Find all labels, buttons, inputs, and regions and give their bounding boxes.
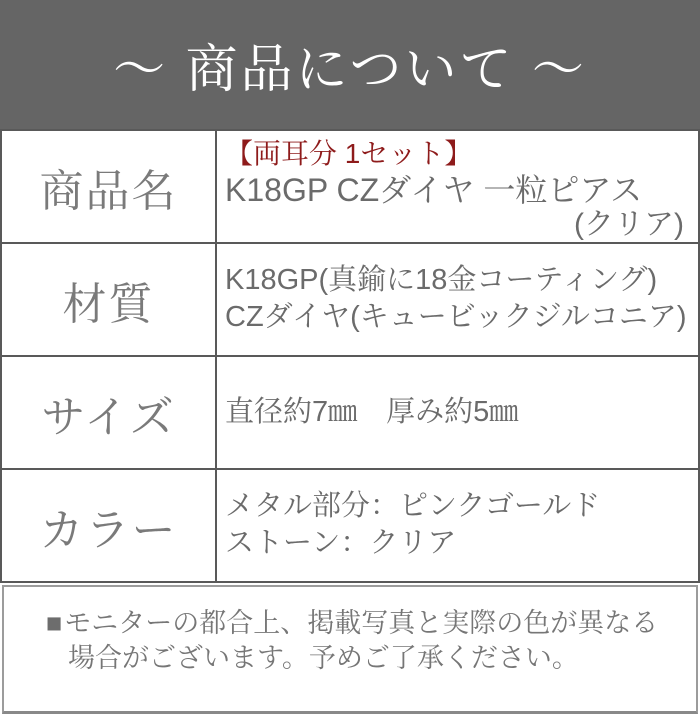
disclaimer-line-1 (46, 607, 696, 640)
disclaimer-line-2: 場合がございます。予めご了承ください。 (68, 642, 579, 673)
color-line-1: メタル部分：ピンクゴールド (225, 490, 601, 523)
row-label-color: カラー (2, 470, 217, 581)
set-badge: 【両耳分 1セット】 (225, 138, 473, 169)
table-row-material (2, 244, 698, 357)
row-value-product-name (217, 131, 698, 242)
color-line-2: ストーン：クリア (225, 527, 457, 559)
row-label-material: 材質 (2, 244, 217, 355)
row-label-size: サイズ (2, 357, 217, 468)
product-spec-table (0, 129, 700, 583)
disclaimer-text-1: モニターの都合上、掲載写真と実際の色が異なる (64, 608, 659, 638)
material-line-2: CZダイヤ(キュービックジルコニア) (225, 301, 687, 333)
product-name-text: K18GP CZダイヤ 一粒ピアス (225, 172, 643, 209)
material-line-1: K18GP(真鍮に18金コーティング) (225, 264, 658, 297)
product-variant-text: (クリア) (574, 207, 684, 241)
table-row-size (2, 357, 698, 470)
row-value-material (217, 244, 698, 355)
page-title: ～ 商品について ～ (113, 41, 587, 99)
table-row-product-name (2, 131, 698, 244)
square-bullet-icon: ■ (46, 608, 63, 638)
row-value-color (217, 470, 698, 581)
disclaimer-note-box (2, 585, 698, 714)
row-value-size (217, 357, 698, 468)
header-banner (0, 0, 700, 129)
row-label-product-name: 商品名 (2, 131, 217, 242)
size-line: 直径約7㎜ 厚み約5㎜ (225, 395, 519, 428)
table-row-color (2, 470, 698, 581)
